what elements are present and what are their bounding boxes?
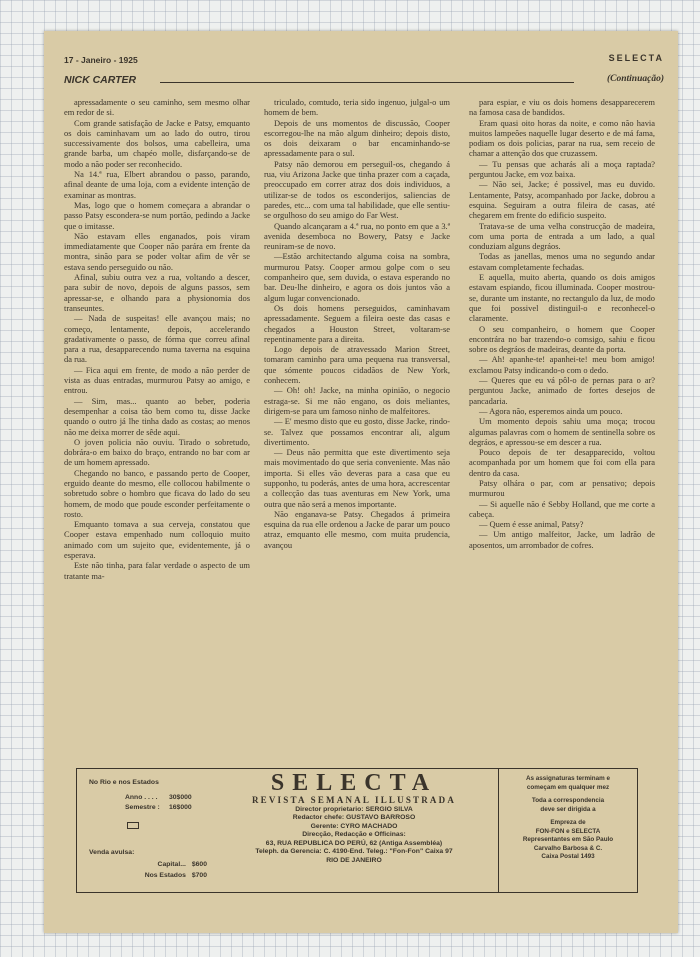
story-title: NICK CARTER bbox=[64, 74, 137, 86]
paragraph: — Tu pensas que acharás ali a moça raptada? perguntou Jacke, em voz baixa. bbox=[469, 158, 655, 180]
paragraph: Na 14.ª rua, Elbert abrandou o passo, parando, afinal deante de uma loja, com a evidente intenção de examinar as montras. bbox=[64, 169, 250, 200]
paragraph: — Oh! oh! Jacke, na minha opinião, o negocio estraga-se. Si me não engano, os dois meliantes, dirigem-se para um famoso ninho de malfeitores. bbox=[264, 385, 450, 416]
info-line-6: FON-FON e SELECTA bbox=[535, 827, 601, 835]
paragraph: Não estavam elles enganados, pois viram immediatamente que Cooper não parára em frente da montra, sinão para se poder voltar afim de vêr se estava sendo perseguido ou não. bbox=[64, 230, 250, 272]
price-row-capital bbox=[121, 861, 207, 868]
telephone-line: Teleph. da Gerencia: C. 4190-End. Teleg.: "Fon-Fon" Caixa 97 bbox=[255, 848, 453, 856]
anno-label: Anno . . . . bbox=[125, 794, 158, 801]
paragraph: Chegando no banco, e passando perto de Cooper, erguido deante do mesmo, elle collocou habilmente o sobretudo sobre o hombro que ficava do lado do seu homem, de modo que poude esconder perfeitamente o rosto. bbox=[64, 467, 250, 519]
paragraph: Não enganava-se Patsy. Chegados á primeira esquina da rua elle ordenou a Jacke de parar um pouco atraz, emquanto elle mesmo, com muita prudencia, avançou bbox=[264, 508, 450, 550]
price-row-anno bbox=[125, 794, 207, 801]
issue-date: 17 - Janeiro - 1925 bbox=[64, 55, 138, 65]
paragraph: Patsy olhára o par, com ar pensativo; depois murmurou bbox=[469, 477, 655, 499]
masthead-name: SELECTA bbox=[270, 770, 438, 796]
paragraph: Pouco depois de ter desapparecido, voltou acompanhada por um homem que foi com ella para dentro da casa. bbox=[469, 447, 655, 478]
paragraph: — Deus não permitta que este divertimento seja mais movimentado do que seria conveniente. Mas não importa. Si elles vão deveras para a casa que eu supponho, tu poderás, antes de uma hora, accrescentar a collecção das tuas aventuras em New York, uma outra que não será a menos importante. bbox=[264, 447, 450, 509]
story-header bbox=[64, 74, 664, 88]
info-line-2: começam em qualquer mez bbox=[526, 783, 610, 791]
paragraph: Eram quasi oito horas da noite, e como não havia muitos lampeões naquelle lugar deserto e de má fama, podiam os dois policias, parar na rua, sem receio de chamar a attenção dos que cruzassem. bbox=[469, 117, 655, 159]
info-line-9: Caixa Postal 1493 bbox=[541, 853, 595, 860]
info-line-4: deve ser dirigida a bbox=[540, 805, 596, 813]
paragraph: — Fica aqui em frente, de modo a não perder de vista as duas entradas, murmurou Patsy ao amigo, e entrou. bbox=[64, 364, 250, 396]
paragraph: Afinal, subiu outra vez a rua, voltando a descer, para subir de novo, depois de alguns passos, sem apressar-se, e olhando para a physionomia dos transeuntes. bbox=[64, 272, 250, 313]
paragraph: — Ah! apanhe-te! apanhei-te! meu bom amigo! exclamou Patsy indicando-o com o dedo. bbox=[469, 354, 655, 375]
text-column-1 bbox=[64, 97, 250, 765]
semestre-label: Semestre : bbox=[125, 804, 160, 811]
paragraph: Os dois homens perseguidos, caminhavam apressadamente. Seguem a fileira oeste das casas e chegados a Houston Street, voltaram-se repentinamente para a direita. bbox=[264, 302, 450, 344]
anno-value: 30$000 bbox=[169, 794, 192, 801]
continuation-label: (Continuação) bbox=[606, 74, 664, 84]
correspondence-info bbox=[498, 769, 637, 892]
info-line-3: Toda a correspondencia bbox=[531, 797, 605, 804]
paragraph: — Agora não, esperemos ainda um pouco. bbox=[479, 405, 623, 416]
paragraph: Mas, logo que o homem começara a abrandar o passo Patsy escondera-se num portão, pedindo a Jacke que o imitasse. bbox=[64, 199, 250, 231]
paragraph: — Queres que eu vá pôl-o de pernas para o ar? perguntou Jacke, animado de fortes desejos de pancadaria. bbox=[469, 375, 655, 406]
paragraph: para espiar, e viu os dois homens desapparecerem na famosa casa de bandidos. bbox=[469, 97, 655, 118]
header-rule bbox=[160, 82, 574, 83]
article-body bbox=[64, 97, 670, 765]
paragraph: Tratava-se de uma velha construcção de madeira, com uma porta de entrada a um lado, a qual conduziam alguns degráos. bbox=[469, 220, 655, 252]
capital-label: Capital... bbox=[157, 861, 186, 868]
paragraph: —Estão architectando alguma coisa na sombra, murmurou Patsy. Cooper armou golpe com o seu companheiro que, sem duvida, o estava esperando no bar. Deu-lhe dinheiro, e agora os dois juntos vão a algum lugar convencionado. bbox=[264, 251, 450, 303]
subscription-prices bbox=[77, 769, 209, 892]
redactor-line: Redactor chefe: GUSTAVO BARROSO bbox=[292, 814, 416, 822]
paragraph: Emquanto tomava a sua cerveja, constatou que Cooper estava empenhado num colloquio muito animado com um sujeito que, evidentemente, já o esperava. bbox=[64, 519, 250, 561]
paragraph: triculado, comtudo, teria sido ingenuo, julgal-o um homem de bem. bbox=[264, 97, 450, 118]
masthead-center bbox=[209, 769, 499, 892]
paragraph: O joven policia não ouviu. Tirado o sobretudo, dobrára-o em baixo do braço, entrando no bar com ar de um homem apressado. bbox=[64, 436, 250, 468]
masthead-box bbox=[76, 768, 638, 893]
paragraph: apressadamente o seu caminho, sem mesmo olhar em redor de si. bbox=[64, 97, 250, 118]
magazine-page bbox=[44, 31, 678, 933]
paragraph: Patsy não demorou em perseguil-os, chegando á rua, viu Arizona Jacke que tinha prazer com a caçada, preoccupado em correr atraz dos dois individuos, a utilizar-se de todos os esconderijos, saliencias de paredes, etc... com uma tal habilidade, que elle sentiu-se orgulhoso do seu amigo do Far West. bbox=[264, 158, 450, 221]
magazine-name: SELECTA bbox=[608, 53, 664, 63]
paragraph: — Quem é esse animal, Patsy? bbox=[479, 519, 584, 530]
page-header bbox=[64, 55, 664, 67]
direcao-line: Direcção, Redacção e Officinas: bbox=[302, 830, 406, 838]
info-line-1: As assignaturas terminam e bbox=[526, 775, 610, 782]
price-row-semestre bbox=[125, 804, 207, 811]
masthead-subtitle: REVISTA SEMANAL ILLUSTRADA bbox=[251, 795, 457, 805]
paragraph: — E' mesmo disto que eu gosto, disse Jacke, rindo-se. Talvez que possamos encontrar ali, algum divertimento. bbox=[264, 416, 450, 447]
paragraph: Este não tinha, para falar verdade o aspecto de um tratante ma- bbox=[64, 560, 250, 581]
text-column-3 bbox=[469, 97, 655, 765]
paragraph: — Si aquelle não é Sebby Holland, que me corte a cabeça. bbox=[469, 498, 655, 519]
paragraph: Um momento depois sahiu uma moça; trocou algumas palavras com o homem de sentinella sobre os degráos, e apressou-se em descer a rua. bbox=[469, 416, 655, 447]
director-line: Director proprietario: SERGIO SILVA bbox=[295, 806, 413, 813]
paragraph: — Nada de suspeitas! elle avançou mais; no começo, lentamente, depois, accelerando gradativamente o passo, de fórma que correu afinal para a rua, desapparecendo numa taverna na esquina da rua. bbox=[64, 313, 250, 365]
paragraph: O seu companheiro, o homem que Cooper encontrára no bar trazendo-o comsigo, sahiu e ficou sobre os degráos de madeiras, deante da porta. bbox=[469, 323, 655, 355]
price-row-estados bbox=[121, 872, 207, 879]
semestre-value: 16$000 bbox=[169, 804, 192, 811]
estados-label: Nos Estados bbox=[144, 872, 186, 879]
capital-value: $600 bbox=[191, 861, 207, 868]
city-line: RIO DE JANEIRO bbox=[326, 856, 382, 864]
paragraph: Quando alcançaram a 4.ª rua, no ponto em que a 3.ª avenida desemboca no Bowery, Patsy e Jacke reuniram-se de novo. bbox=[264, 220, 450, 252]
ornament-icon bbox=[127, 822, 139, 829]
info-line-5: Empreza de bbox=[550, 819, 586, 826]
avulsa-heading: Venda avulsa: bbox=[89, 849, 135, 856]
gerente-line: Gerente: CYRO MACHADO bbox=[310, 822, 398, 830]
paragraph: Logo depois de atravessado Marion Street, tomaram caminho para uma pequena rua transversal, que sómente poucos cidadãos de New York, conhecem. bbox=[264, 344, 450, 386]
paragraph: Todas as janellas, menos uma no segundo andar estavam completamente fechadas. bbox=[469, 251, 655, 272]
estados-value: $700 bbox=[191, 872, 207, 879]
info-line-7: Representantes em São Paulo bbox=[522, 836, 614, 843]
paragraph: — Um antigo malfeitor, Jacke, um ladrão de aposentos, um arrombador de cofres. bbox=[469, 529, 655, 550]
paragraph: — Sim, mas... quanto ao beber, poderia desempenhar a coisa tão bem como tu, disse Jacke quando o outro já lhe tinha dado as costas; ao menos não me deixa morrer de sêde aqui. bbox=[64, 395, 250, 437]
text-column-2 bbox=[264, 97, 450, 765]
paragraph: E aquella, muito aberta, quando os dois amigos estavam espiando, ficou illuminada. Cooper mostrou-se, durante um instante, no rectangulo da luz, de modo que foi possivel distinguil-o e reconhecel-o claramente. bbox=[469, 272, 655, 324]
paragraph: Com grande satisfação de Jacke e Patsy, emquanto os dois caminhavam um ao lado do outro, tirou successivamente dos bolsos, uma cabelleira, uma grande barba, um chapéo molle, disfarçando-se de modo a não poder ser reconhecido. bbox=[64, 117, 250, 169]
address-line: 63, RUA REPUBLICA DO PERÚ, 62 (Antiga Assembléa) bbox=[265, 840, 443, 848]
prices-heading: No Rio e nos Estados bbox=[89, 779, 159, 786]
info-line-8: Carvalho Barbosa & C. bbox=[533, 844, 603, 852]
paragraph: Depois de uns momentos de discussão, Cooper escorregou-lhe na mão algum dinheiro; depois disto, os dois deixaram o bar encaminhando-se apressadamente para o sul. bbox=[264, 117, 450, 159]
paragraph: — Não sei, Jacke; é possivel, mas eu duvido. Lentamente, Patsy, acompanhado por Jacke, dobrou a esquina. Seguiram a outra fileira de casas, até chegarem em frente do edificio suspeito. bbox=[469, 179, 655, 221]
